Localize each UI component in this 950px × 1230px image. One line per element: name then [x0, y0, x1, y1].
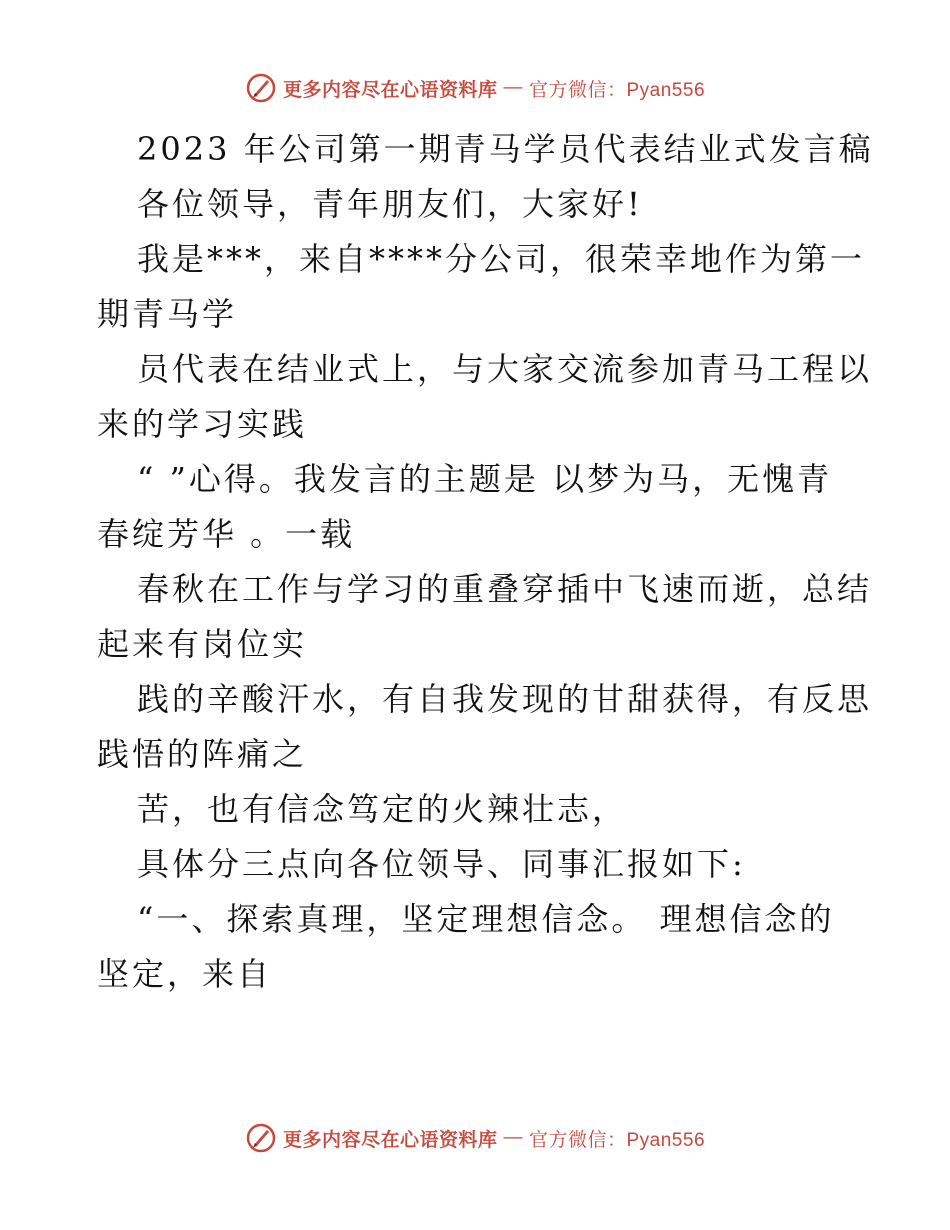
paragraph-line-continued: 践悟的阵痛之	[97, 735, 308, 773]
banner-contact: 官方微信：Pyan556	[529, 1129, 706, 1151]
banner-dash: —	[503, 1127, 523, 1148]
banner-contact: 官方微信：Pyan556	[529, 79, 706, 101]
paragraph-line: “一、探索真理，坚定理想信念。 理想信念的	[137, 900, 835, 938]
paragraph-title	[97, 122, 874, 177]
paragraph-greeting	[97, 177, 857, 232]
paragraph-line: 具体分三点向各位领导、同事汇报如下:	[137, 845, 746, 883]
paragraph	[97, 837, 857, 892]
paragraph-line-continued: 期青马学	[97, 295, 238, 333]
footer-banner	[0, 1122, 950, 1154]
paragraph	[97, 672, 873, 782]
paragraph-line-continued: 春绽芳华 。一载	[97, 515, 356, 553]
banner-brand: 更多内容尽在心语资料库	[282, 1128, 498, 1151]
header-banner	[0, 72, 950, 104]
paragraph	[97, 342, 873, 452]
paragraph-line: “ ”心得。我发言的主题是 以梦为马，无愧青	[137, 460, 833, 498]
paragraph-section-heading	[97, 892, 857, 1002]
paragraph-line: 员代表在结业式上，与大家交流参加青马工程以	[137, 350, 873, 388]
paragraph-line: 各位领导，青年朋友们，大家好!	[137, 185, 643, 223]
paragraph-line: 2023 年公司第一期青马学员代表结业式发言稿	[137, 130, 874, 168]
document-body	[97, 122, 874, 1002]
banner-dash: —	[503, 77, 523, 98]
paragraph	[97, 232, 866, 342]
paragraph-line-continued: 来的学习实践	[97, 405, 308, 443]
paragraph-line-continued: 坚定，来自	[97, 955, 273, 993]
paragraph	[97, 562, 873, 672]
paragraph	[97, 782, 857, 837]
paragraph-line-continued: 起来有岗位实	[97, 625, 308, 663]
paragraph	[97, 452, 857, 562]
paragraph-line: 我是***，来自****分公司，很荣幸地作为第一	[137, 240, 866, 278]
paragraph-line: 春秋在工作与学习的重叠穿插中飞速而逝，总结	[137, 570, 873, 608]
banner-brand: 更多内容尽在心语资料库	[282, 78, 498, 101]
quill-logo-icon	[245, 1122, 277, 1154]
quill-logo-icon	[245, 72, 277, 104]
paragraph-line: 苦，也有信念笃定的火辣壮志，	[137, 790, 628, 828]
paragraph-line: 践的辛酸汗水，有自我发现的甘甜获得，有反思	[137, 680, 873, 718]
